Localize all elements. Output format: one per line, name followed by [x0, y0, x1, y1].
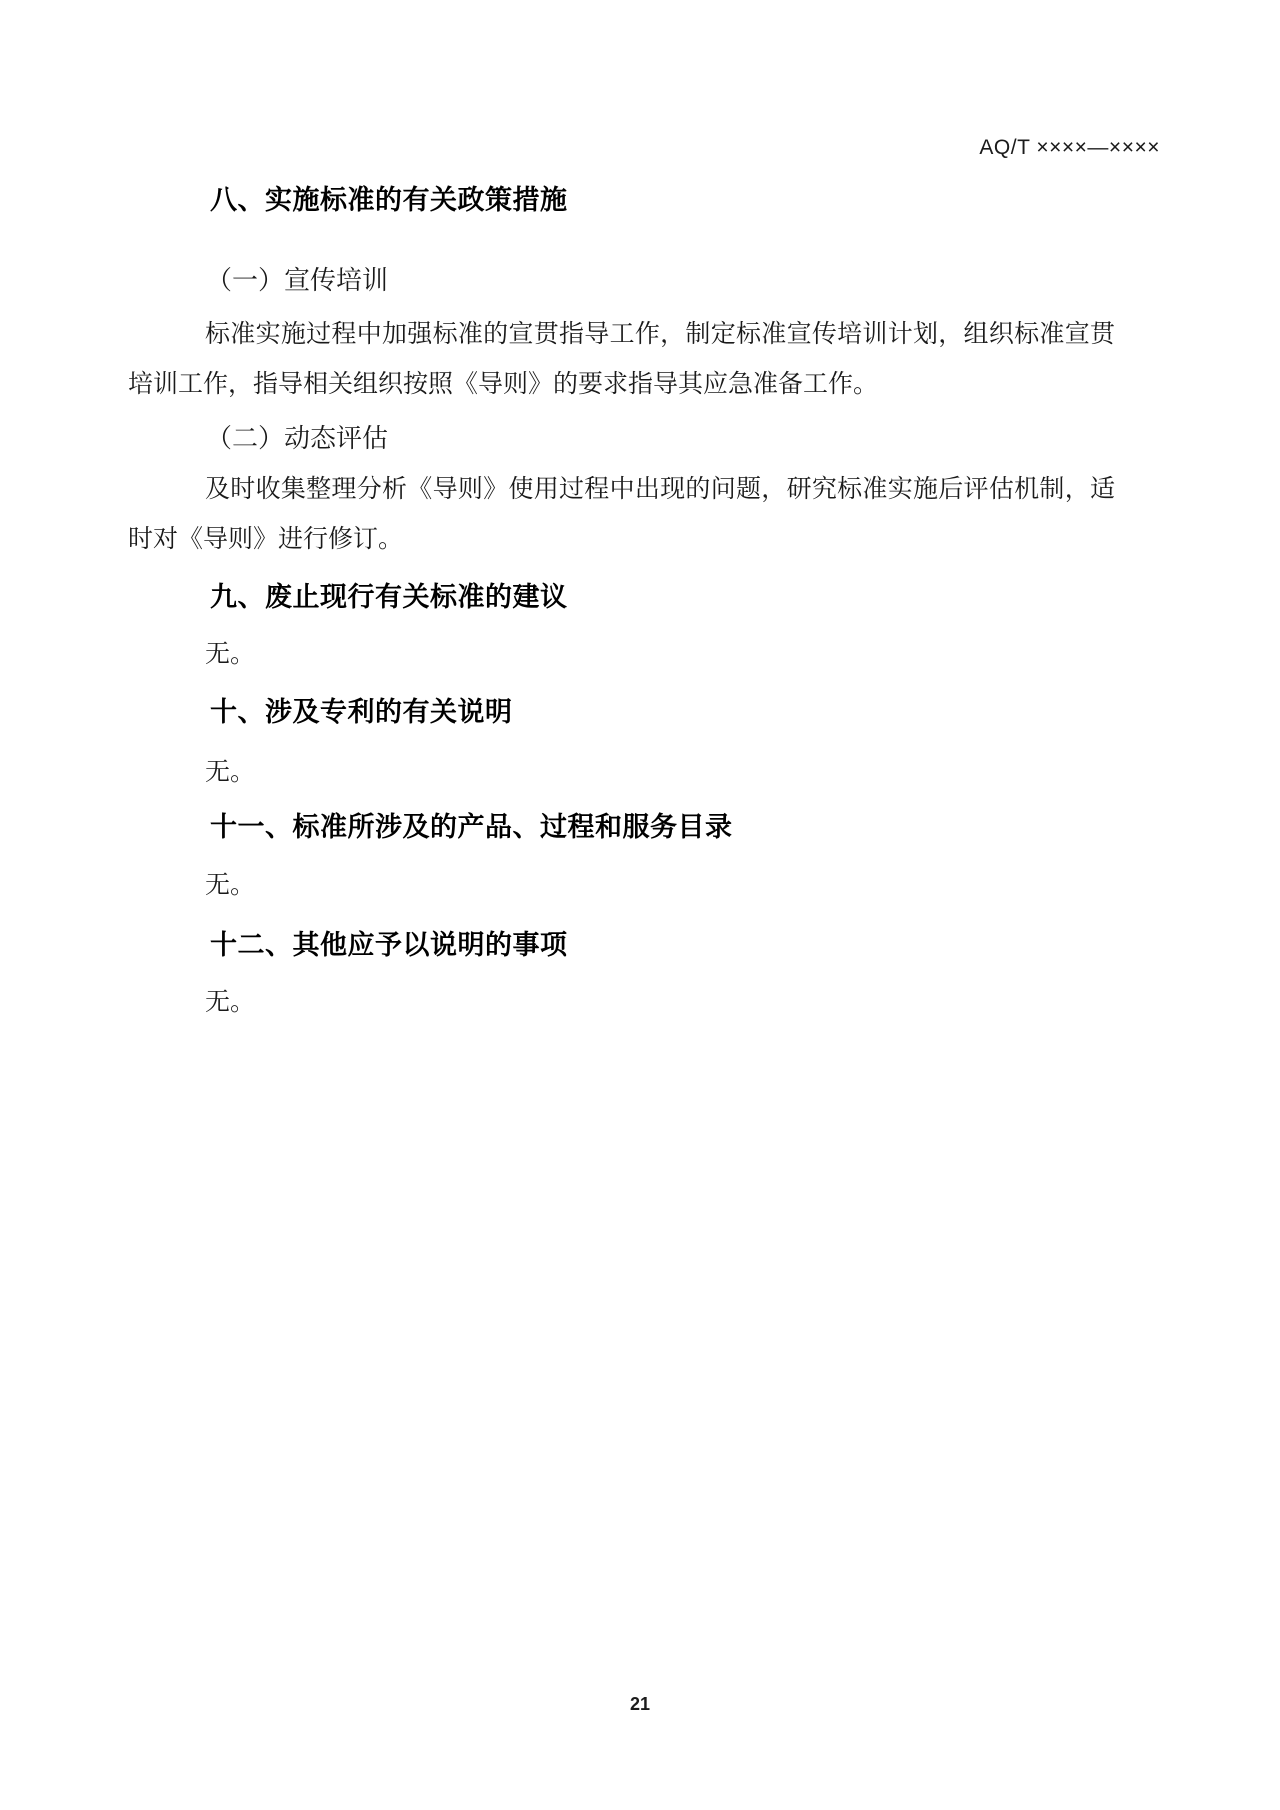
heading-implementation-policy-measures: 八、实施标准的有关政策措施: [210, 185, 568, 215]
standard-number-header: AQ/T ××××—××××: [979, 136, 1160, 159]
paragraph-dynamic-evaluation: 及时收集整理分析《导则》使用过程中出现的问题，研究标准实施后评估机制，适时对《导则》进行修订。: [128, 476, 1115, 553]
page-number: 21: [629, 1694, 651, 1714]
subheading-publicity-training: （一）宣传培训: [206, 266, 389, 295]
heading-abolish-existing-standards: 九、废止现行有关标准的建议: [210, 582, 568, 612]
heading-patent-statement: 十、涉及专利的有关说明: [210, 697, 513, 727]
heading-products-processes-services-catalog: 十一、标准所涉及的产品、过程和服务目录: [210, 812, 733, 842]
subheading-dynamic-evaluation: （二）动态评估: [206, 424, 389, 453]
paragraph-none-1: 无。: [205, 641, 256, 668]
paragraph-none-2: 无。: [205, 759, 256, 786]
paragraph-none-4: 无。: [205, 989, 256, 1016]
paragraph-none-3: 无。: [205, 872, 256, 899]
heading-other-matters: 十二、其他应予以说明的事项: [210, 930, 568, 960]
paragraph-publicity-training: 标准实施过程中加强标准的宣贯指导工作，制定标准宣传培训计划，组织标准宣贯培训工作，指导相关组织按照《导则》的要求指导其应急准备工作。: [128, 321, 1115, 398]
